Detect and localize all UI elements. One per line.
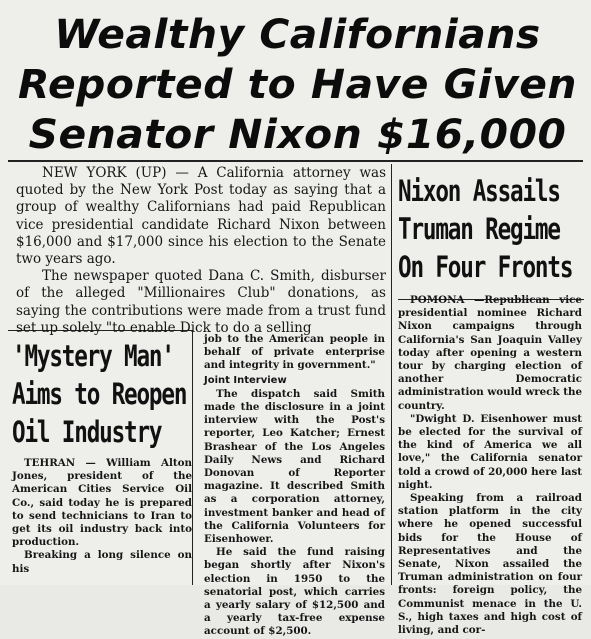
- headline-rule: [8, 160, 583, 162]
- continuation-paragraph-3: He said the fund raising began shortly after Nixon's election in 1950 to the senatorial post, which carries a yearly salary of $12,500 and a yearly tax-free expense account of $2,500.: [204, 546, 385, 638]
- subhead-joint-interview: Joint Interview: [204, 374, 287, 386]
- mystery-headline-line-2: Aims to Reopen: [12, 377, 187, 411]
- mystery-story: [12, 337, 192, 576]
- mystery-body: [12, 457, 192, 576]
- mystery-headline-line-3: Oil Industry: [12, 415, 162, 449]
- lead-story: [16, 165, 386, 337]
- left-column-rule: [192, 330, 193, 585]
- nixon-body: [398, 294, 582, 637]
- nixon-paragraph-1: POMONA —Republican vice presidential nominee Richard Nixon campaigns through California's San Joaquin Valley today after opening a western tour by charging election of another Democratic administration would wreck the country.: [398, 294, 582, 412]
- nixon-paragraph-3: Speaking from a railroad station platform in the city where he opened successful bids for the House of Representatives and the Senate, Nixon assailed the Truman administration on four fronts: foreign policy, the Communist menace in the U. S., high taxes and high cost of living, and cor-: [398, 492, 582, 637]
- mystery-paragraph-1: TEHRAN — William Alton Jones, president of the American Cities Service Oil Co., said today he is prepared to send technicians to Iran to get its oil industry back into production.: [12, 457, 192, 549]
- nixon-headline-line-1: Nixon Assails: [398, 174, 560, 208]
- mystery-headline-line-1: 'Mystery Man': [12, 339, 174, 373]
- nixon-headline-line-2: Truman Regime: [398, 212, 560, 246]
- mystery-paragraph-2: Breaking a long silence on his: [12, 549, 192, 575]
- lead-paragraph-1: NEW YORK (UP) — A California attorney was quoted by the New York Post today as saying that a group of wealthy Californians had paid Republican vice presidential candidate Richard Nixon between $16,000 and $17,000 since his election to the Senate two years ago.: [16, 165, 386, 268]
- continuation-paragraph-2: The dispatch said Smith made the disclosure in a joint interview with the Post's reporter, Leo Katcher; Ernest Brashear of the Los Angeles Daily News and Richard Donovan of Reporter magazine. It described Smith as a corporation attorney, investment banker and head of the California Volunteers for Eisenhower.: [204, 387, 385, 546]
- right-column-rule: [391, 164, 392, 585]
- headline-line-1: Wealthy Californians: [54, 12, 541, 58]
- nixon-paragraph-2: "Dwight D. Eisenhower must be elected for the survival of the kind of America we all love," the California senator told a crowd of 20,000 here last night.: [398, 412, 582, 491]
- lead-story-continued: [204, 333, 385, 639]
- nixon-headline-line-3: On Four Fronts: [398, 250, 573, 284]
- headline-line-2: Reported to Have Given: [18, 62, 577, 108]
- headline-line-3: Senator Nixon $16,000: [28, 112, 567, 158]
- nixon-story: [398, 172, 584, 637]
- main-headline: [4, 10, 591, 160]
- lead-paragraph-2: The newspaper quoted Dana C. Smith, disburser of the alleged "Millionaires Club" donations, as saying the contributions were made from a trust fund set up solely "to enable Dick to do a selling: [16, 268, 386, 336]
- continuation-paragraph: job to the American people in behalf of private enterprise and integrity in government.": [204, 333, 385, 372]
